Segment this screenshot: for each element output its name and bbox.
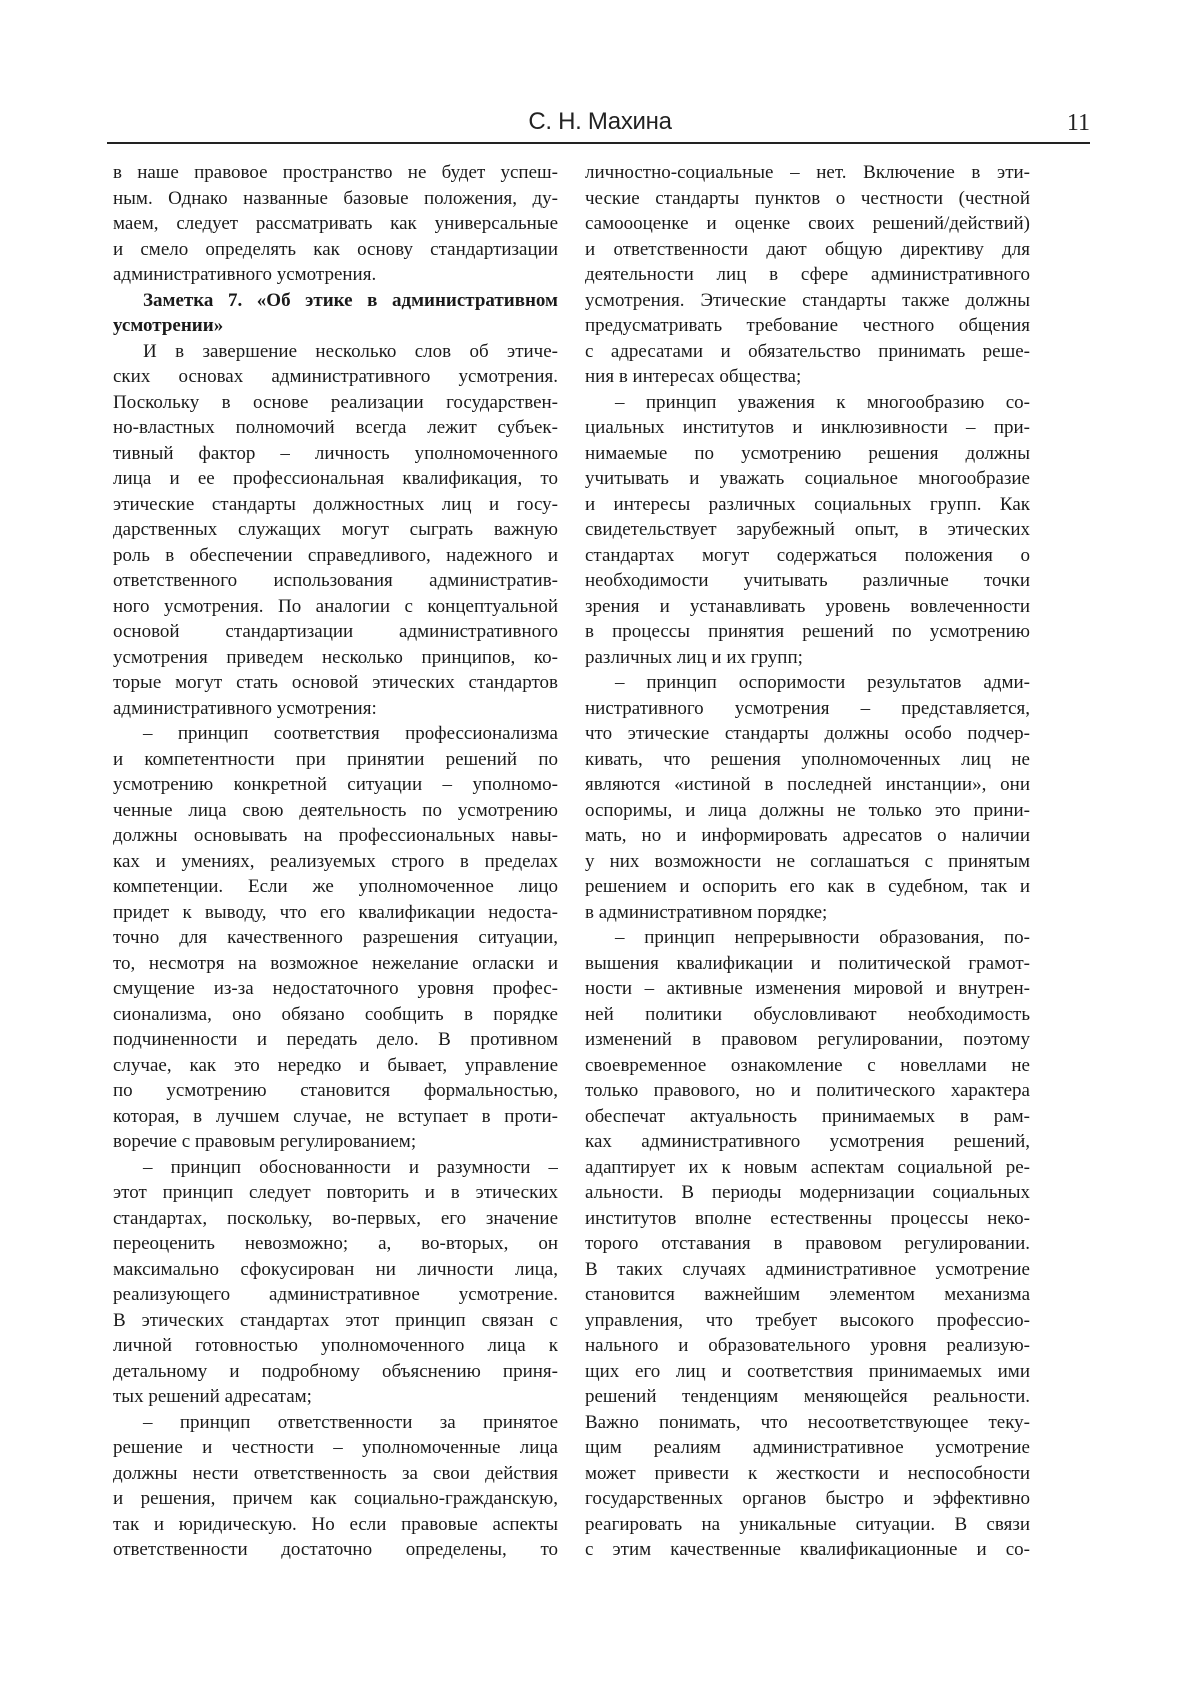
text-line: В этических стандартах этот принцип связан с [113, 1308, 558, 1334]
left-column [113, 160, 558, 1563]
text-line: ности – активные изменения мировой и внутрен- [585, 976, 1030, 1002]
text-line: ченные лица свою деятельность по усмотрению [113, 798, 558, 824]
text-line: по усмотрению становится формальностью, [113, 1078, 558, 1104]
text-line: которая, в лучшем случае, не вступает в проти- [113, 1104, 558, 1130]
text-line: и ответственности дают общую директиву для [585, 237, 1030, 263]
text-line: в административном порядке; [585, 900, 1030, 926]
text-line: обеспечат актуальность принимаемых в рам- [585, 1104, 1030, 1130]
text-line: в процессы принятия решений по усмотрению [585, 619, 1030, 645]
text-line: компетенции. Если же уполномоченное лицо [113, 874, 558, 900]
text-line: различных лиц и их групп; [585, 645, 1030, 671]
text-line: случае, как это нередко и бывает, управление [113, 1053, 558, 1079]
paragraph [585, 925, 1030, 1563]
text-line: зрения и устанавливать уровень вовлеченности [585, 594, 1030, 620]
text-line: так и юридическую. Но если правовые аспекты [113, 1512, 558, 1538]
text-line: усмотрения. Этические стандарты также должны [585, 288, 1030, 314]
text-line: административного усмотрения. [113, 262, 558, 288]
text-line: Важно понимать, что несоответствующее теку- [585, 1410, 1030, 1436]
text-line: то, несмотря на возможное нежелание огласки и [113, 951, 558, 977]
text-line: адаптирует их к новым аспектам социальной ре- [585, 1155, 1030, 1181]
text-line: и интересы различных социальных групп. Как [585, 492, 1030, 518]
paragraph [585, 160, 1030, 390]
right-column [585, 160, 1030, 1563]
text-line: нимаемые по усмотрению решения должны [585, 441, 1030, 467]
text-line: – принцип уважения к многообразию со- [585, 390, 1030, 416]
text-line: тивный фактор – личность уполномоченного [113, 441, 558, 467]
section-heading [113, 288, 558, 339]
text-line: торые могут стать основой этических стандартов [113, 670, 558, 696]
text-line: основой стандартизации административного [113, 619, 558, 645]
text-line: решением и оспорить его как в судебном, так и [585, 874, 1030, 900]
text-line: воречие с правовым регулированием; [113, 1129, 558, 1155]
text-line: только правового, но и политического характера [585, 1078, 1030, 1104]
text-line: кивать, что решения уполномоченных лиц не [585, 747, 1030, 773]
text-line: усмотрении» [113, 313, 558, 339]
text-line: ках административного усмотрения решений, [585, 1129, 1030, 1155]
text-line: лица и ее профессиональная квалификация, то [113, 466, 558, 492]
text-line: максимально сфокусирован ни личности лица, [113, 1257, 558, 1283]
text-line: ния в интересах общества; [585, 364, 1030, 390]
text-line: нистративного усмотрения – представляется, [585, 696, 1030, 722]
text-line: оспоримы, и лица должны не только это прини- [585, 798, 1030, 824]
paragraph [113, 160, 558, 288]
text-line: И в завершение несколько слов об этиче- [113, 339, 558, 365]
text-line: личностно-социальные – нет. Включение в эти- [585, 160, 1030, 186]
text-line: этот принцип следует повторить и в этических [113, 1180, 558, 1206]
text-line: но-властных полномочий всегда лежит субъек- [113, 415, 558, 441]
text-line: свидетельствует зарубежный опыт, в этических [585, 517, 1030, 543]
text-line: и смело определять как основу стандартизации [113, 237, 558, 263]
text-line: институтов вполне естественны процессы неко- [585, 1206, 1030, 1232]
text-line: смущение из-за недостаточного уровня профес- [113, 976, 558, 1002]
text-line: и компетентности при принятии решений по [113, 747, 558, 773]
text-line: щих его лиц и соответствия принимаемых ими [585, 1359, 1030, 1385]
text-line: тых решений адресатам; [113, 1384, 558, 1410]
text-line: сионализма, оно обязано сообщить в порядке [113, 1002, 558, 1028]
text-line: дарственных служащих могут сыграть важную [113, 517, 558, 543]
text-line: В таких случаях административное усмотрение [585, 1257, 1030, 1283]
text-line: щим реалиям административное усмотрение [585, 1435, 1030, 1461]
text-line: ответственности достаточно определены, то [113, 1537, 558, 1563]
text-line: усмотрения приведем несколько принципов, ко- [113, 645, 558, 671]
text-line: что этические стандарты должны особо подчер- [585, 721, 1030, 747]
text-line: ских основах административного усмотрения. [113, 364, 558, 390]
text-line: переоценить невозможно; а, во-вторых, он [113, 1231, 558, 1257]
text-line: мать, но и информировать адресатов о наличии [585, 823, 1030, 849]
text-line: стандартах, поскольку, во-первых, его значение [113, 1206, 558, 1232]
text-line: – принцип обоснованности и разумности – [113, 1155, 558, 1181]
text-line: своевременное ознакомление с новеллами не [585, 1053, 1030, 1079]
running-title: С. Н. Махина [0, 108, 1200, 136]
text-line: необходимости учитывать различные точки [585, 568, 1030, 594]
text-line: – принцип соответствия профессионализма [113, 721, 558, 747]
text-line: ным. Однако названные базовые положения, ду- [113, 186, 558, 212]
text-line: у них возможности не соглашаться с принятым [585, 849, 1030, 875]
text-line: может привести к жесткости и неспособности [585, 1461, 1030, 1487]
text-line: нального и образовательного уровня реализую- [585, 1333, 1030, 1359]
text-line: альности. В периоды модернизации социальных [585, 1180, 1030, 1206]
text-line: вышения квалификации и политической грамот- [585, 951, 1030, 977]
text-line: детальному и подробному объяснению приня- [113, 1359, 558, 1385]
text-line: – принцип оспоримости результатов адми- [585, 670, 1030, 696]
text-line: изменений в правовом регулировании, поэтому [585, 1027, 1030, 1053]
text-line: государственных органов быстро и эффективно [585, 1486, 1030, 1512]
paragraph [113, 339, 558, 722]
text-line: циальных институтов и инклюзивности – при- [585, 415, 1030, 441]
text-line: и решения, причем как социально-гражданскую, [113, 1486, 558, 1512]
paragraph [585, 390, 1030, 671]
text-line: административного усмотрения: [113, 696, 558, 722]
text-line: реализующего административное усмотрение. [113, 1282, 558, 1308]
paragraph [113, 1155, 558, 1410]
text-line: деятельности лиц в сфере административного [585, 262, 1030, 288]
text-line: решений тенденциям меняющейся реальности. [585, 1384, 1030, 1410]
text-line: ней политики обусловливают необходимость [585, 1002, 1030, 1028]
text-line: маем, следует рассматривать как универсальные [113, 211, 558, 237]
text-line: решение и честности – уполномоченные лица [113, 1435, 558, 1461]
text-line: точно для качественного разрешения ситуации, [113, 925, 558, 951]
text-line: ческие стандарты пунктов о честности (честной [585, 186, 1030, 212]
text-line: этические стандарты должностных лиц и госу- [113, 492, 558, 518]
text-line: должны основывать на профессиональных навы- [113, 823, 558, 849]
text-line: усмотрению конкретной ситуации – уполномо- [113, 772, 558, 798]
text-line: Поскольку в основе реализации государствен- [113, 390, 558, 416]
text-line: являются «истиной в последней инстанции», они [585, 772, 1030, 798]
text-line: ответственного использования административ- [113, 568, 558, 594]
text-line: с этим качественные квалификационные и со- [585, 1537, 1030, 1563]
text-line: – принцип ответственности за принятое [113, 1410, 558, 1436]
text-line: ках и умениях, реализуемых строго в пределах [113, 849, 558, 875]
text-line: реагировать на уникальные ситуации. В связи [585, 1512, 1030, 1538]
text-line: должны нести ответственность за свои действия [113, 1461, 558, 1487]
text-line: предусматривать требование честного общения [585, 313, 1030, 339]
header-rule [107, 142, 1090, 144]
paragraph [113, 721, 558, 1155]
text-line: с адресатами и обязательство принимать реше- [585, 339, 1030, 365]
text-line: становится важнейшим элементом механизма [585, 1282, 1030, 1308]
text-line: подчиненности и передать дело. В противном [113, 1027, 558, 1053]
text-line: Заметка 7. «Об этике в административном [113, 288, 558, 314]
paragraph [585, 670, 1030, 925]
page-number: 11 [1067, 110, 1090, 137]
text-line: роль в обеспечении справедливого, надежного и [113, 543, 558, 569]
text-line: управления, что требует высокого профессио- [585, 1308, 1030, 1334]
text-line: личной готовностью уполномоченного лица к [113, 1333, 558, 1359]
text-line: придет к выводу, что его квалификации недоста- [113, 900, 558, 926]
text-line: стандартах могут содержаться положения о [585, 543, 1030, 569]
text-line: – принцип непрерывности образования, по- [585, 925, 1030, 951]
text-line: самоооценке и оценке своих решений/действий) [585, 211, 1030, 237]
text-line: торого отставания в правовом регулировании. [585, 1231, 1030, 1257]
text-line: в наше правовое пространство не будет успеш- [113, 160, 558, 186]
text-line: ного усмотрения. По аналогии с концептуальной [113, 594, 558, 620]
paragraph [113, 1410, 558, 1563]
text-line: учитывать и уважать социальное многообразие [585, 466, 1030, 492]
